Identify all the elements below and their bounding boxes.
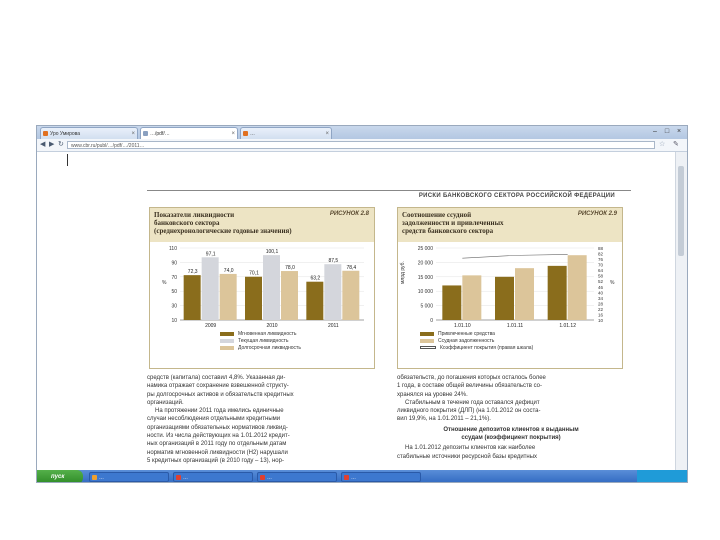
y-axis-label: млрд руб.: [400, 261, 406, 284]
bar-1: [184, 275, 201, 320]
bar-1: [495, 277, 514, 320]
wrench-menu-icon[interactable]: ✎: [673, 141, 679, 148]
y2-tick-label: 76: [598, 257, 604, 263]
data-label: 97,1: [205, 251, 216, 258]
legend-item: Текущая ликвидность: [220, 338, 301, 345]
bar-2: [324, 264, 341, 320]
bar-1: [306, 282, 323, 320]
subheading: ссудам (коэффициент покрытия): [461, 435, 561, 442]
figure-2-9-number: РИСУНОК 2.9: [577, 211, 617, 217]
close-tab-icon[interactable]: ×: [325, 131, 329, 137]
close-tab-icon[interactable]: ×: [131, 131, 135, 137]
y2-tick-label: 28: [598, 301, 604, 307]
data-label: 70,1: [249, 270, 259, 277]
y2-tick-label: 88: [598, 246, 604, 251]
data-label: 78,4: [346, 264, 357, 271]
legend-line: [420, 346, 436, 349]
forward-arrow-icon[interactable]: ▶: [49, 141, 55, 148]
y-tick-label: 110: [169, 246, 177, 252]
liquidity-bar-chart: [150, 242, 374, 328]
page-header: РИСКИ БАНКОВСКОГО СЕКТОРА РОССИЙСКОЙ ФЕДЕРАЦИИ: [418, 193, 615, 199]
bar-2: [568, 255, 587, 320]
figure-2-8-title: Показатели ликвидности банковского сектора (среднехронологические годовые значения): [154, 211, 292, 235]
x-tick-label: 1.01.12: [559, 323, 577, 328]
figure-2-8-panel: [149, 207, 375, 369]
figure-2-9-legend: [420, 331, 533, 352]
y-tick-label: 10: [171, 318, 177, 324]
x-tick-label: 2010: [266, 323, 278, 328]
tab-3[interactable]: … ×: [240, 127, 332, 139]
scrollbar-thumb[interactable]: [678, 166, 684, 256]
legend-item: Мгновенная ликвидность: [220, 331, 301, 338]
y2-tick-label: 40: [598, 290, 604, 296]
y-tick-label: 10 000: [417, 289, 433, 296]
y2-tick-label: 82: [598, 251, 604, 257]
y-tick-label: 50: [171, 289, 177, 296]
legend-swatch: [420, 332, 434, 336]
data-label: 100,1: [265, 249, 279, 256]
legend-swatch: [220, 346, 234, 350]
figure-2-9-panel: [397, 207, 623, 369]
tab-1[interactable]: Уро Умирова ×: [40, 127, 138, 139]
system-tray: [637, 470, 687, 483]
legend-item: Долгосрочная ликвидность: [220, 345, 301, 352]
y-tick-label: 30: [171, 303, 177, 310]
x-tick-label: 2011: [327, 323, 339, 328]
bar-2: [263, 255, 280, 320]
url-field[interactable]: www.cbr.ru/publ/…/pdf/…/2011…: [67, 141, 655, 149]
bar-3: [220, 274, 237, 320]
data-label: 72,3: [187, 269, 198, 276]
data-label: 63,2: [310, 275, 321, 282]
y2-tick-label: 52: [598, 279, 604, 285]
taskbar-item[interactable]: …: [173, 472, 253, 482]
y-tick-label: 70: [171, 274, 177, 281]
y2-axis-label: %: [610, 280, 615, 286]
y2-tick-label: 64: [598, 268, 604, 274]
data-label: 78,0: [285, 265, 295, 272]
x-tick-label: 2009: [205, 323, 217, 328]
y-tick-label: 90: [171, 260, 177, 267]
start-button[interactable]: пуск: [37, 470, 83, 483]
orange-favicon-icon: [243, 131, 248, 136]
legend-item: Ссудная задолженность: [420, 338, 533, 345]
y-tick-label: 0: [430, 318, 433, 324]
bar-2: [202, 257, 219, 320]
tab-strip: [37, 126, 687, 140]
figure-2-8-legend: [220, 331, 301, 352]
y2-tick-label: 58: [598, 273, 604, 279]
pdf-page: [147, 152, 631, 470]
vertical-scrollbar[interactable]: [675, 152, 687, 470]
orange-favicon-icon: [43, 131, 48, 136]
maximize-button[interactable]: □: [664, 128, 670, 135]
y-tick-label: 15 000: [417, 274, 433, 281]
app-icon: [344, 475, 349, 480]
figure-2-9-header: [398, 208, 622, 242]
header-rule: [147, 190, 631, 191]
left-text-column: средств (капитала) составил 4,8%. Указанная ди- намика отражает сохранение взвешенной структу- ры долгосрочных активов и обязательств кредитных организаций. На протяжении 2011 года имелись единичные случаи несоблюдения отдельными кредитными организациями обязательных нормативов ликвид- ности. Из числа действующих на 1.01.2012 кредит- ных организаций в 2011 году по отдельным датам норматив мгновенной ликвидности (Н2) нарушали 5 кредитных организаций (в 2010 году – 13), нор-: [147, 375, 294, 464]
taskbar-item[interactable]: …: [89, 472, 169, 482]
app-icon: [260, 475, 265, 480]
loans-funds-bar-chart: [398, 242, 622, 328]
reload-icon[interactable]: ↻: [58, 141, 64, 148]
bar-1: [245, 277, 262, 320]
taskbar-item[interactable]: …: [341, 472, 421, 482]
bar-2: [462, 275, 481, 320]
legend-swatch: [420, 339, 434, 343]
figure-2-8-number: РИСУНОК 2.8: [329, 211, 369, 217]
figure-2-9-title: Соотношение ссудной задолженности и привлеченных средств банковского сектора: [402, 211, 504, 235]
taskbar-item[interactable]: …: [257, 472, 337, 482]
y-tick-label: 25 000: [417, 246, 433, 252]
screenshot-window: [36, 125, 688, 483]
data-label: 87,5: [328, 258, 339, 265]
legend-swatch: [220, 332, 234, 336]
y2-tick-label: 34: [598, 295, 604, 301]
tab-2[interactable]: …/pdf/… ×: [140, 127, 238, 139]
right-text-column: обязательств, до погашения которых осталось более 1 года, в составе общей величины обязательств со- хранялся на уровне 24%. Стабильным в течение года оставался дефицит ликвидного покрытия (ДЛП) (на 1.01.2012 он соста- вил 19,9%, на 1.01.2011 – 21,1%). Отношение депозитов клиентов к выданным ссудам (коэффициент покрытия) На 1.01.2012 депозиты клиентов как наиболее стабильные источники ресурсной базы кредитных: [397, 374, 625, 461]
doc-favicon-icon: [143, 131, 148, 136]
bar-3: [342, 271, 359, 320]
y2-tick-label: 46: [598, 284, 604, 290]
figure-2-8-header: [150, 208, 374, 242]
minimize-button[interactable]: –: [653, 128, 657, 135]
taskbar: [37, 470, 687, 483]
bar-3: [281, 271, 298, 320]
address-bar-row: [37, 139, 687, 152]
y-tick-label: 5 000: [420, 303, 433, 310]
y-axis-label: %: [162, 280, 167, 286]
bookmark-star-icon[interactable]: ☆: [659, 141, 666, 148]
text-cursor: [67, 154, 68, 166]
subheading: Отношение депозитов клиентов к выданным: [443, 426, 579, 433]
y2-tick-label: 22: [598, 306, 604, 312]
back-arrow-icon[interactable]: ◀: [40, 141, 46, 148]
legend-item: Привлеченные средства: [420, 331, 533, 338]
data-label: 74,0: [223, 267, 234, 274]
app-icon: [176, 475, 181, 480]
close-window-button[interactable]: ×: [676, 128, 682, 135]
x-tick-label: 1.01.11: [506, 323, 524, 328]
pdf-viewport: [37, 152, 677, 470]
y2-tick-label: 10: [598, 318, 604, 323]
legend-swatch: [220, 339, 234, 343]
bar-1: [442, 285, 461, 320]
bar-2: [515, 268, 534, 320]
close-tab-icon[interactable]: ×: [231, 131, 235, 137]
legend-item: Коэффициент покрытия (правая шкала): [420, 345, 533, 352]
x-tick-label: 1.01.10: [453, 323, 471, 328]
bar-1: [548, 266, 567, 320]
y2-tick-label: 16: [598, 312, 604, 318]
y-tick-label: 20 000: [417, 260, 433, 267]
app-icon: [92, 475, 97, 480]
y2-tick-label: 70: [598, 262, 604, 268]
